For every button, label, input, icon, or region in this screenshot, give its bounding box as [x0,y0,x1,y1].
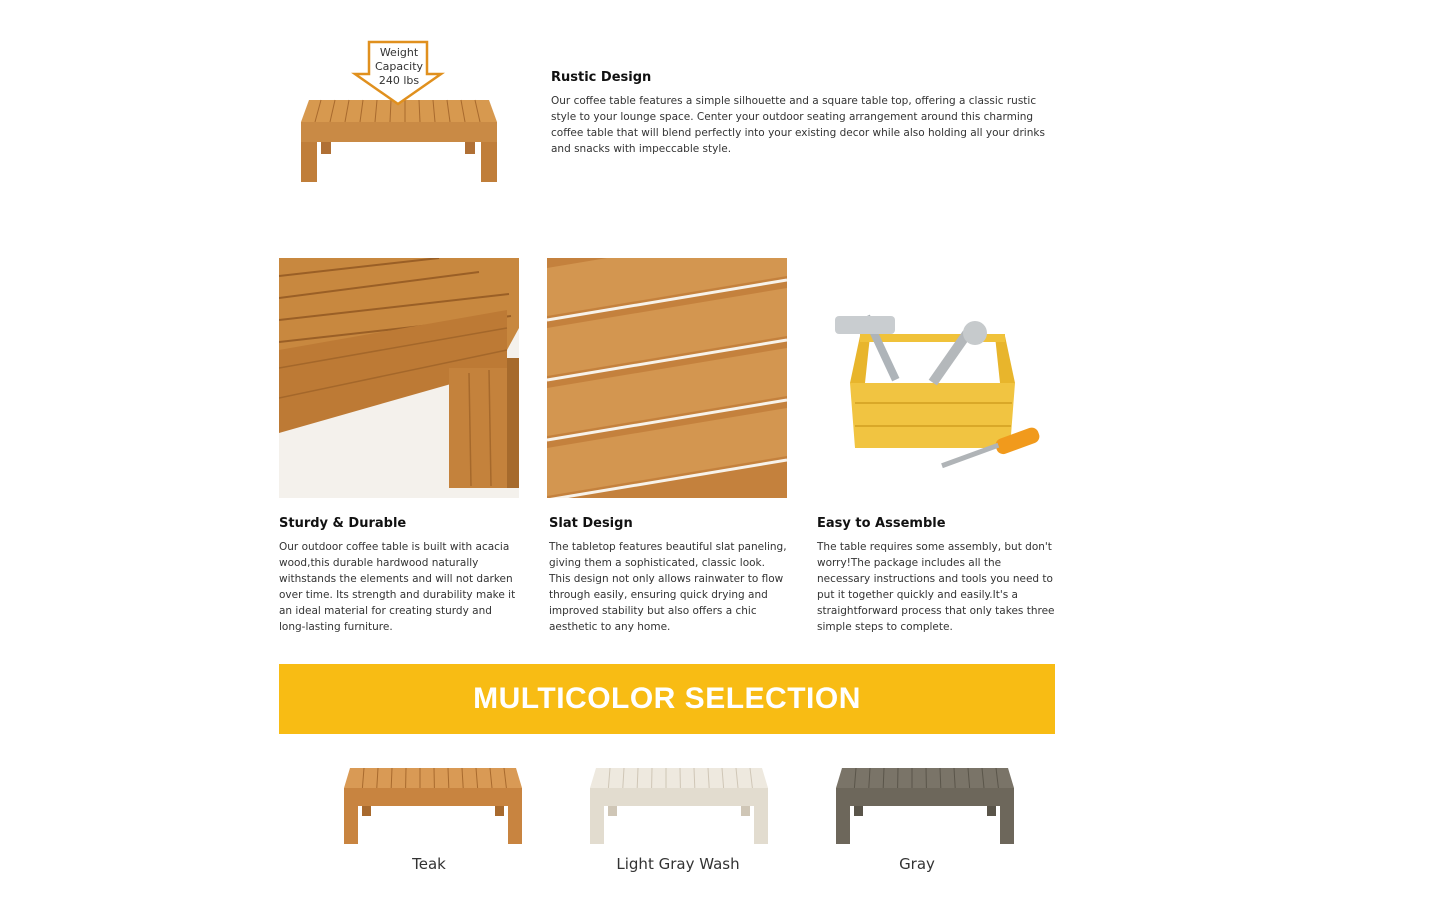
table-leg [608,806,617,816]
weight-badge-line2: Capacity [374,60,424,73]
table-apron [836,788,1014,806]
weight-badge-line3: 240 lbs [378,74,420,87]
table-leg [495,806,504,816]
color-option-light-gray-wash[interactable] [584,760,774,855]
table-leg [362,806,371,816]
color-option-gray[interactable] [830,760,1020,855]
table-leg [754,806,768,844]
feature-slat-design [549,516,789,635]
table-leg [1000,806,1014,844]
table-top [836,768,1014,788]
color-label-teak: Teak [412,855,446,873]
section-description: Our coffee table features a simple silhouette and a square table top, offering a classic rustic style to your lounge space. Center your outdoor seating arrangement around this charming coffee table that will blend perfectly into your existing decor while also holding all your drinks and snacks with impeccable style. [551,95,1045,155]
sturdy-durable-image [279,258,519,498]
table-leg [854,806,863,816]
slat-design-image [547,258,787,498]
feature-title: Sturdy & Durable [279,516,407,531]
table-apron [344,788,522,806]
weight-badge-line1: Weight [379,46,419,59]
table-apron [590,788,768,806]
table-leg [344,806,358,844]
feature-title: Slat Design [549,516,633,531]
table-leg [741,806,750,816]
multicolor-banner [279,664,1055,734]
table-top [590,768,768,788]
table-leg [590,806,604,844]
table-top [344,768,522,788]
color-label-light-gray-wash: Light Gray Wash [616,855,740,873]
feature-description: Our outdoor coffee table is built with acacia wood,this durable hardwood naturally withstands the elements and will not darken over time. Its strength and durability make it an ideal material for creating sturdy and long-lasting furniture. [279,541,516,633]
feature-title: Easy to Assemble [817,516,946,531]
feature-easy-assemble [817,516,1057,635]
section-title: Rustic Design [551,70,652,85]
feature-sturdy-durable [279,516,519,635]
color-option-teak[interactable] [338,760,528,855]
table-leg [987,806,996,816]
toolbox-image [815,258,1055,498]
color-label-gray: Gray [899,855,935,873]
feature-description: The table requires some assembly, but don't worry!The package includes all the necessary instructions and tools you need to put it together quickly and easily.It's a straightforward process that only takes three simple steps to complete. [817,541,1055,633]
feature-description: The tabletop features beautiful slat paneling, giving them a sophisticated, classic look. This design not only allows rainwater to flow through easily, ensuring quick drying and improved stability but also offers a chic aesthetic to any home. [549,541,787,633]
banner-title: MULTICOLOR SELECTION [473,682,861,715]
table-leg [836,806,850,844]
table-leg [508,806,522,844]
rustic-design-section [551,70,1056,157]
